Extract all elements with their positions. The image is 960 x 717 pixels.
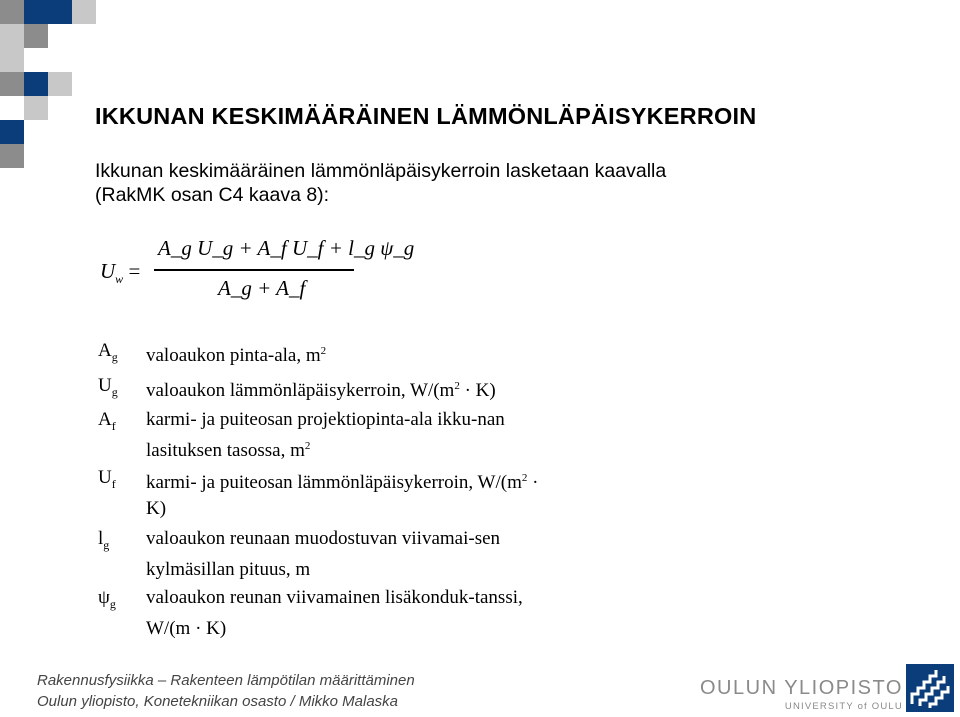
definition-text: valoaukon reunaan muodostuvan viivamai-sen kylmäsillan pituus, m xyxy=(146,528,501,580)
logo-name: OULUN YLIOPISTO xyxy=(700,677,903,699)
definition-symbol: $A_f$ xyxy=(98,409,116,433)
definition-text: karmi- ja puiteosan projektiopinta-ala ikku-nan lasituksen tasossa, $m^2$ xyxy=(146,409,505,461)
intro-line-2: (RakMK osan C4 kaava 8): xyxy=(95,184,330,206)
definition-text: valoaukon pinta-ala, $m^2$ xyxy=(146,345,327,366)
definition-text: karmi- ja puiteosan lämmönläpäisykerroin, $W/(m^2 \cdot K)$ xyxy=(146,472,539,519)
definition-symbol: $A_g$ xyxy=(98,340,118,364)
fraction-bar xyxy=(154,269,354,271)
footer xyxy=(37,670,415,712)
formula-denominator: A_g + A_f xyxy=(218,276,306,300)
footer-line-1: Rakennusfysiikka – Rakenteen lämpötilan määrittäminen xyxy=(37,672,415,689)
definition-symbol: $U_g$ xyxy=(98,375,118,399)
logo-subtitle: UNIVERSITY of OULU xyxy=(784,701,903,712)
university-logo-icon xyxy=(906,664,954,712)
definition-text: valoaukon reunan viivamainen lisäkonduk-tanssi, W/(m · K) xyxy=(146,587,523,639)
slide-title: IKKUNAN KESKIMÄÄRÄINEN LÄMMÖNLÄPÄISYKERROIN xyxy=(95,103,757,129)
intro-text xyxy=(95,159,666,207)
formula-numerator: A_g U_g + A_f U_f + l_g ψ_g xyxy=(158,236,415,260)
definition-symbol: $U_f$ xyxy=(98,467,116,491)
definition-text: valoaukon lämmönläpäisykerroin, $W/(m^2 \cdot K)$ xyxy=(146,380,496,401)
definition-symbol: $\psi_g$ xyxy=(98,587,116,611)
definition-symbol: $l_g$ xyxy=(98,528,110,552)
university-logo-text xyxy=(700,677,903,712)
formula-lhs: $U_w$ = xyxy=(100,259,141,286)
footer-line-2: Oulun yliopisto, Konetekniikan osasto / Mikko Malaska xyxy=(37,693,399,710)
intro-line-1: Ikkunan keskimääräinen lämmönläpäisykerroin lasketaan kaavalla xyxy=(95,160,667,182)
